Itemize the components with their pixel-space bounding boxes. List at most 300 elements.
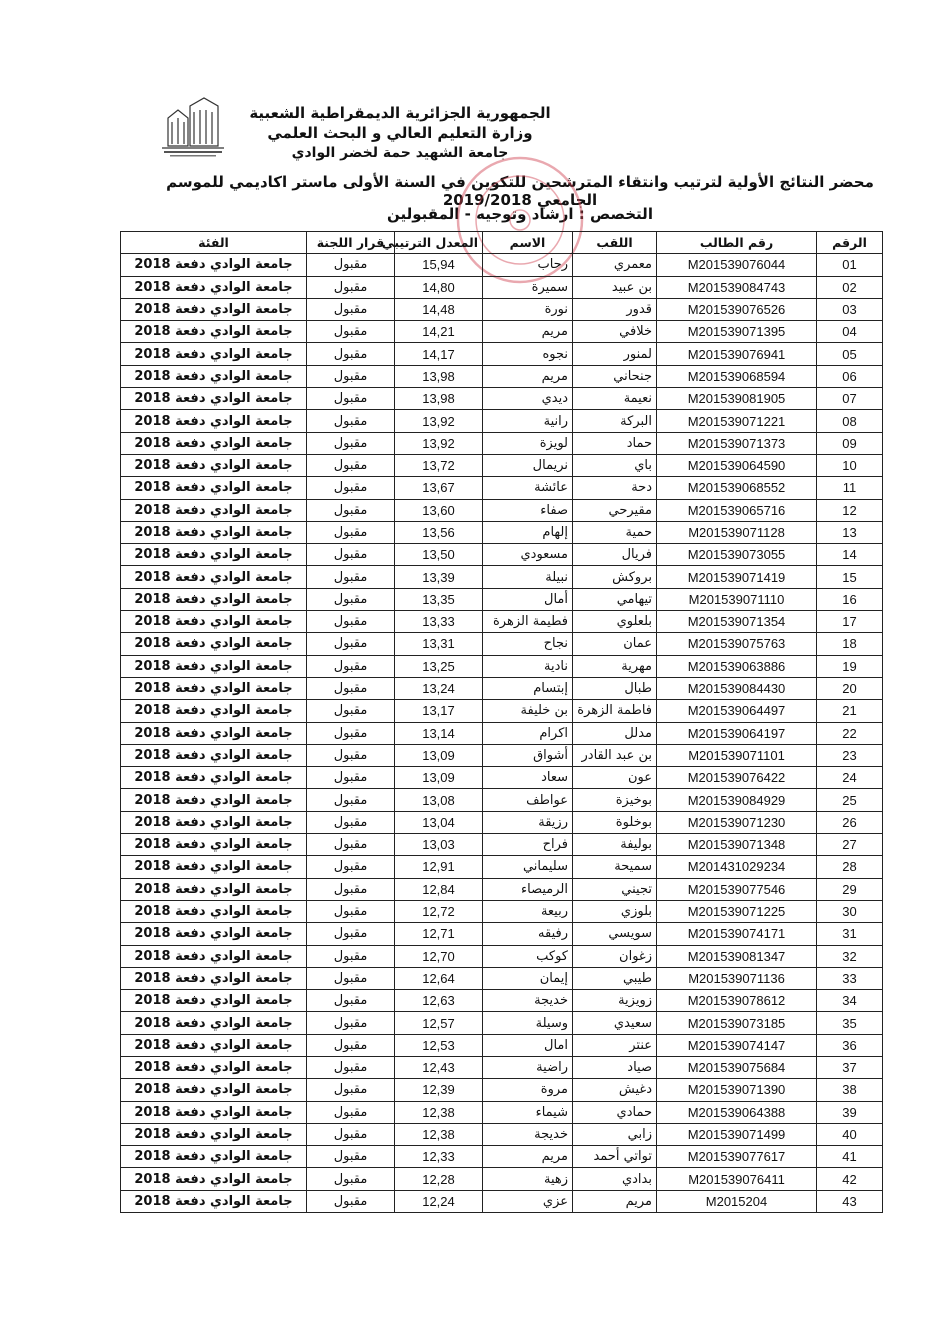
table-row (121, 900, 883, 922)
row-number-cell: 21 (817, 700, 883, 722)
category-cell: جامعة الوادي دفعة 2018 (121, 1056, 307, 1078)
student-id-cell: M201539064497 (657, 700, 817, 722)
results-table (120, 231, 883, 1213)
row-number-cell: 39 (817, 1101, 883, 1123)
category-cell: جامعة الوادي دفعة 2018 (121, 544, 307, 566)
row-number-cell: 37 (817, 1056, 883, 1078)
student-id-cell: M201539071110 (657, 588, 817, 610)
first-name-cell: نادية (483, 655, 573, 677)
row-number-cell: 30 (817, 900, 883, 922)
first-name-cell: ربيعة (483, 900, 573, 922)
row-number-cell: 14 (817, 544, 883, 566)
first-name-cell: رانية (483, 410, 573, 432)
category-cell: جامعة الوادي دفعة 2018 (121, 477, 307, 499)
decision-cell: مقبول (307, 900, 395, 922)
category-cell: جامعة الوادي دفعة 2018 (121, 1034, 307, 1056)
ministry-name: وزارة التعليم العالي و البحث العلمي (267, 124, 533, 142)
row-number-cell: 23 (817, 744, 883, 766)
first-name-cell: خديجة (483, 1123, 573, 1145)
decision-cell: مقبول (307, 767, 395, 789)
row-number-cell: 18 (817, 633, 883, 655)
first-name-cell: نبيلة (483, 566, 573, 588)
student-id-cell: M201539071136 (657, 967, 817, 989)
row-number-cell: 05 (817, 343, 883, 365)
table-row (121, 990, 883, 1012)
table-row (121, 343, 883, 365)
student-id-cell: M201539076941 (657, 343, 817, 365)
row-number-cell: 04 (817, 321, 883, 343)
decision-cell: مقبول (307, 945, 395, 967)
decision-cell: مقبول (307, 1190, 395, 1212)
category-cell: جامعة الوادي دفعة 2018 (121, 343, 307, 365)
surname-cell: نعيمة (573, 388, 657, 410)
average-cell: 12,38 (395, 1101, 483, 1123)
header-first-name: الاسم (483, 232, 573, 254)
surname-cell: سعيدي (573, 1012, 657, 1034)
row-number-cell: 41 (817, 1146, 883, 1168)
average-cell: 12,84 (395, 878, 483, 900)
surname-cell: لمنور (573, 343, 657, 365)
header-surname: اللقب (573, 232, 657, 254)
category-cell: جامعة الوادي دفعة 2018 (121, 454, 307, 476)
first-name-cell: عواطف (483, 789, 573, 811)
student-id-cell: M201539071390 (657, 1079, 817, 1101)
category-cell: جامعة الوادي دفعة 2018 (121, 655, 307, 677)
student-id-cell: M201539071221 (657, 410, 817, 432)
table-row (121, 1079, 883, 1101)
surname-cell: بلعلوي (573, 611, 657, 633)
first-name-cell: أشواق (483, 744, 573, 766)
surname-cell: باي (573, 454, 657, 476)
student-id-cell: M201539076422 (657, 767, 817, 789)
surname-cell: بوخلوة (573, 811, 657, 833)
first-name-cell: بن خليفة (483, 700, 573, 722)
decision-cell: مقبول (307, 276, 395, 298)
student-id-cell: M201539071225 (657, 900, 817, 922)
average-cell: 12,53 (395, 1034, 483, 1056)
surname-cell: طبال (573, 677, 657, 699)
average-cell: 13,09 (395, 767, 483, 789)
table-row (121, 655, 883, 677)
table-row (121, 276, 883, 298)
average-cell: 13,33 (395, 611, 483, 633)
first-name-cell: مريم (483, 365, 573, 387)
surname-cell: بن عبد القادر (573, 744, 657, 766)
category-cell: جامعة الوادي دفعة 2018 (121, 700, 307, 722)
row-number-cell: 26 (817, 811, 883, 833)
decision-cell: مقبول (307, 1079, 395, 1101)
table-header-row (121, 232, 883, 254)
table-row (121, 722, 883, 744)
table-row (121, 388, 883, 410)
row-number-cell: 24 (817, 767, 883, 789)
table-row (121, 923, 883, 945)
first-name-cell: إيمان (483, 967, 573, 989)
surname-cell: سويسي (573, 923, 657, 945)
average-cell: 12,39 (395, 1079, 483, 1101)
table-row (121, 967, 883, 989)
first-name-cell: رحاب (483, 254, 573, 276)
student-id-cell: M201539075763 (657, 633, 817, 655)
header-decision: قرار اللجنة (307, 232, 395, 254)
surname-cell: معمري (573, 254, 657, 276)
student-id-cell: M201539073185 (657, 1012, 817, 1034)
student-id-cell: M201539076411 (657, 1168, 817, 1190)
student-id-cell: M201539068552 (657, 477, 817, 499)
first-name-cell: فطيمة الزهرة (483, 611, 573, 633)
surname-cell: جنحاني (573, 365, 657, 387)
first-name-cell: الرميصاء (483, 878, 573, 900)
surname-cell: زابي (573, 1123, 657, 1145)
decision-cell: مقبول (307, 834, 395, 856)
decision-cell: مقبول (307, 633, 395, 655)
first-name-cell: نجوه (483, 343, 573, 365)
average-cell: 12,43 (395, 1056, 483, 1078)
average-cell: 13,04 (395, 811, 483, 833)
average-cell: 14,21 (395, 321, 483, 343)
row-number-cell: 40 (817, 1123, 883, 1145)
surname-cell: بن عبيد (573, 276, 657, 298)
header-category: الفئة (121, 232, 307, 254)
average-cell: 13,60 (395, 499, 483, 521)
average-cell: 12,71 (395, 923, 483, 945)
first-name-cell: امال (483, 1034, 573, 1056)
category-cell: جامعة الوادي دفعة 2018 (121, 1079, 307, 1101)
first-name-cell: عائشة (483, 477, 573, 499)
surname-cell: بوليفة (573, 834, 657, 856)
student-id-cell: M201539071348 (657, 834, 817, 856)
row-number-cell: 16 (817, 588, 883, 610)
category-cell: جامعة الوادي دفعة 2018 (121, 856, 307, 878)
category-cell: جامعة الوادي دفعة 2018 (121, 321, 307, 343)
surname-cell: بروكش (573, 566, 657, 588)
category-cell: جامعة الوادي دفعة 2018 (121, 945, 307, 967)
first-name-cell: مريم (483, 1146, 573, 1168)
average-cell: 12,91 (395, 856, 483, 878)
category-cell: جامعة الوادي دفعة 2018 (121, 521, 307, 543)
average-cell: 13,03 (395, 834, 483, 856)
surname-cell: مهرية (573, 655, 657, 677)
surname-cell: خلافي (573, 321, 657, 343)
category-cell: جامعة الوادي دفعة 2018 (121, 566, 307, 588)
category-cell: جامعة الوادي دفعة 2018 (121, 834, 307, 856)
first-name-cell: خديجة (483, 990, 573, 1012)
surname-cell: تيهامي (573, 588, 657, 610)
surname-cell: حماد (573, 432, 657, 454)
student-id-cell: M201539076526 (657, 298, 817, 320)
header-number: الرقم (817, 232, 883, 254)
average-cell: 13,98 (395, 388, 483, 410)
surname-cell: حمادي (573, 1101, 657, 1123)
student-id-cell: M201539074171 (657, 923, 817, 945)
category-cell: جامعة الوادي دفعة 2018 (121, 432, 307, 454)
decision-cell: مقبول (307, 1012, 395, 1034)
surname-cell: عنتر (573, 1034, 657, 1056)
student-id-cell: M201539077546 (657, 878, 817, 900)
student-id-cell: M201539071354 (657, 611, 817, 633)
surname-cell: سميحة (573, 856, 657, 878)
average-cell: 13,35 (395, 588, 483, 610)
average-cell: 12,38 (395, 1123, 483, 1145)
decision-cell: مقبول (307, 1056, 395, 1078)
decision-cell: مقبول (307, 499, 395, 521)
surname-cell: فريال (573, 544, 657, 566)
category-cell: جامعة الوادي دفعة 2018 (121, 410, 307, 432)
surname-cell: عون (573, 767, 657, 789)
table-row (121, 633, 883, 655)
student-id-cell: M201539078612 (657, 990, 817, 1012)
decision-cell: مقبول (307, 388, 395, 410)
student-id-cell: M201539071499 (657, 1123, 817, 1145)
surname-cell: دحة (573, 477, 657, 499)
student-id-cell: M201539075684 (657, 1056, 817, 1078)
row-number-cell: 35 (817, 1012, 883, 1034)
table-row (121, 611, 883, 633)
table-row (121, 789, 883, 811)
row-number-cell: 11 (817, 477, 883, 499)
student-id-cell: M201539071419 (657, 566, 817, 588)
row-number-cell: 19 (817, 655, 883, 677)
student-id-cell: M201539081347 (657, 945, 817, 967)
surname-cell: زويزية (573, 990, 657, 1012)
category-cell: جامعة الوادي دفعة 2018 (121, 722, 307, 744)
average-cell: 12,33 (395, 1146, 483, 1168)
category-cell: جامعة الوادي دفعة 2018 (121, 990, 307, 1012)
table-row (121, 811, 883, 833)
table-row (121, 1146, 883, 1168)
surname-cell: حمية (573, 521, 657, 543)
average-cell: 12,57 (395, 1012, 483, 1034)
first-name-cell: راضية (483, 1056, 573, 1078)
surname-cell: زغوان (573, 945, 657, 967)
decision-cell: مقبول (307, 744, 395, 766)
first-name-cell: ديدي (483, 388, 573, 410)
student-id-cell: M201539084430 (657, 677, 817, 699)
table-row (121, 878, 883, 900)
category-cell: جامعة الوادي دفعة 2018 (121, 923, 307, 945)
surname-cell: مريم (573, 1190, 657, 1212)
table-row (121, 477, 883, 499)
category-cell: جامعة الوادي دفعة 2018 (121, 499, 307, 521)
decision-cell: مقبول (307, 544, 395, 566)
student-id-cell: M201539068594 (657, 365, 817, 387)
decision-cell: مقبول (307, 410, 395, 432)
student-id-cell: M201539071395 (657, 321, 817, 343)
decision-cell: مقبول (307, 677, 395, 699)
average-cell: 14,17 (395, 343, 483, 365)
document-title: محضر النتائج الأولية لترتيب وانتقاء المترشحين للتكوين في السنة الأولى ماستر اكاديمي للموسم الجامعي 2019/2018 (166, 173, 874, 209)
table-row (121, 1012, 883, 1034)
student-id-cell: M201539063886 (657, 655, 817, 677)
average-cell: 13,17 (395, 700, 483, 722)
decision-cell: مقبول (307, 1146, 395, 1168)
table-row (121, 834, 883, 856)
category-cell: جامعة الوادي دفعة 2018 (121, 1012, 307, 1034)
first-name-cell: صفاء (483, 499, 573, 521)
student-id-cell: M201539071128 (657, 521, 817, 543)
table-row (121, 432, 883, 454)
category-cell: جامعة الوادي دفعة 2018 (121, 298, 307, 320)
decision-cell: مقبول (307, 990, 395, 1012)
row-number-cell: 08 (817, 410, 883, 432)
average-cell: 12,24 (395, 1190, 483, 1212)
decision-cell: مقبول (307, 432, 395, 454)
decision-cell: مقبول (307, 878, 395, 900)
row-number-cell: 42 (817, 1168, 883, 1190)
category-cell: جامعة الوادي دفعة 2018 (121, 388, 307, 410)
surname-cell: مدلل (573, 722, 657, 744)
surname-cell: صياد (573, 1056, 657, 1078)
table-row (121, 298, 883, 320)
category-cell: جامعة الوادي دفعة 2018 (121, 967, 307, 989)
decision-cell: مقبول (307, 566, 395, 588)
table-row (121, 1101, 883, 1123)
table-row (121, 1190, 883, 1212)
row-number-cell: 02 (817, 276, 883, 298)
decision-cell: مقبول (307, 477, 395, 499)
category-cell: جامعة الوادي دفعة 2018 (121, 1123, 307, 1145)
table-row (121, 1034, 883, 1056)
first-name-cell: سليماني (483, 856, 573, 878)
table-row (121, 677, 883, 699)
first-name-cell: كوكب (483, 945, 573, 967)
surname-cell: فاطمة الزهرة (573, 700, 657, 722)
table-row (121, 856, 883, 878)
average-cell: 13,56 (395, 521, 483, 543)
row-number-cell: 01 (817, 254, 883, 276)
average-cell: 13,31 (395, 633, 483, 655)
category-cell: جامعة الوادي دفعة 2018 (121, 900, 307, 922)
surname-cell: بلوزي (573, 900, 657, 922)
table-row (121, 254, 883, 276)
first-name-cell: اكرام (483, 722, 573, 744)
average-cell: 13,67 (395, 477, 483, 499)
table-row (121, 499, 883, 521)
row-number-cell: 15 (817, 566, 883, 588)
first-name-cell: عزي (483, 1190, 573, 1212)
category-cell: جامعة الوادي دفعة 2018 (121, 611, 307, 633)
average-cell: 14,80 (395, 276, 483, 298)
university-name: جامعة الشهيد حمة لخضر الوادي (291, 145, 509, 161)
row-number-cell: 13 (817, 521, 883, 543)
average-cell: 14,48 (395, 298, 483, 320)
header-student-id: رقم الطالب (657, 232, 817, 254)
average-cell: 13,14 (395, 722, 483, 744)
decision-cell: مقبول (307, 700, 395, 722)
table-row (121, 365, 883, 387)
decision-cell: مقبول (307, 1034, 395, 1056)
average-cell: 15,94 (395, 254, 483, 276)
table-row (121, 1123, 883, 1145)
specialty-subtitle: التخصص : ارشاد وتوجيه - المقبولين (387, 205, 653, 223)
first-name-cell: رفيقه (483, 923, 573, 945)
decision-cell: مقبول (307, 321, 395, 343)
row-number-cell: 22 (817, 722, 883, 744)
first-name-cell: رزيقة (483, 811, 573, 833)
category-cell: جامعة الوادي دفعة 2018 (121, 1146, 307, 1168)
category-cell: جامعة الوادي دفعة 2018 (121, 767, 307, 789)
student-id-cell: M201539071101 (657, 744, 817, 766)
first-name-cell: نجاح (483, 633, 573, 655)
decision-cell: مقبول (307, 454, 395, 476)
decision-cell: مقبول (307, 923, 395, 945)
table-row (121, 544, 883, 566)
decision-cell: مقبول (307, 365, 395, 387)
row-number-cell: 31 (817, 923, 883, 945)
average-cell: 13,92 (395, 432, 483, 454)
category-cell: جامعة الوادي دفعة 2018 (121, 677, 307, 699)
surname-cell: دغيش (573, 1079, 657, 1101)
student-id-cell: M201431029234 (657, 856, 817, 878)
category-cell: جامعة الوادي دفعة 2018 (121, 365, 307, 387)
student-id-cell: M201539076044 (657, 254, 817, 276)
surname-cell: عمان (573, 633, 657, 655)
category-cell: جامعة الوادي دفعة 2018 (121, 1190, 307, 1212)
decision-cell: مقبول (307, 1101, 395, 1123)
average-cell: 13,09 (395, 744, 483, 766)
category-cell: جامعة الوادي دفعة 2018 (121, 811, 307, 833)
row-number-cell: 28 (817, 856, 883, 878)
row-number-cell: 43 (817, 1190, 883, 1212)
category-cell: جامعة الوادي دفعة 2018 (121, 588, 307, 610)
student-id-cell: M201539065716 (657, 499, 817, 521)
category-cell: جامعة الوادي دفعة 2018 (121, 744, 307, 766)
surname-cell: تواتي أحمد (573, 1146, 657, 1168)
average-cell: 12,28 (395, 1168, 483, 1190)
surname-cell: قدور (573, 298, 657, 320)
average-cell: 13,92 (395, 410, 483, 432)
decision-cell: مقبول (307, 254, 395, 276)
student-id-cell: M201539081905 (657, 388, 817, 410)
table-row (121, 588, 883, 610)
student-id-cell: M201539064388 (657, 1101, 817, 1123)
row-number-cell: 32 (817, 945, 883, 967)
first-name-cell: زهية (483, 1168, 573, 1190)
row-number-cell: 20 (817, 677, 883, 699)
row-number-cell: 06 (817, 365, 883, 387)
surname-cell: بدادي (573, 1168, 657, 1190)
row-number-cell: 29 (817, 878, 883, 900)
first-name-cell: سميرة (483, 276, 573, 298)
first-name-cell: فراح (483, 834, 573, 856)
country-name: الجمهورية الجزائرية الديمقراطية الشعبية (249, 104, 551, 122)
surname-cell: بوخيزة (573, 789, 657, 811)
decision-cell: مقبول (307, 722, 395, 744)
surname-cell: تجيني (573, 878, 657, 900)
first-name-cell: مسعودي (483, 544, 573, 566)
first-name-cell: أمال (483, 588, 573, 610)
average-cell: 13,24 (395, 677, 483, 699)
average-cell: 13,72 (395, 454, 483, 476)
header-average: المعدل الترتيبي (395, 232, 483, 254)
row-number-cell: 17 (817, 611, 883, 633)
row-number-cell: 07 (817, 388, 883, 410)
decision-cell: مقبول (307, 967, 395, 989)
average-cell: 13,08 (395, 789, 483, 811)
row-number-cell: 12 (817, 499, 883, 521)
row-number-cell: 34 (817, 990, 883, 1012)
student-id-cell: M201539084929 (657, 789, 817, 811)
table-body (121, 254, 883, 1213)
table-row (121, 700, 883, 722)
category-cell: جامعة الوادي دفعة 2018 (121, 789, 307, 811)
decision-cell: مقبول (307, 588, 395, 610)
row-number-cell: 33 (817, 967, 883, 989)
row-number-cell: 38 (817, 1079, 883, 1101)
average-cell: 13,98 (395, 365, 483, 387)
category-cell: جامعة الوادي دفعة 2018 (121, 1168, 307, 1190)
decision-cell: مقبول (307, 343, 395, 365)
